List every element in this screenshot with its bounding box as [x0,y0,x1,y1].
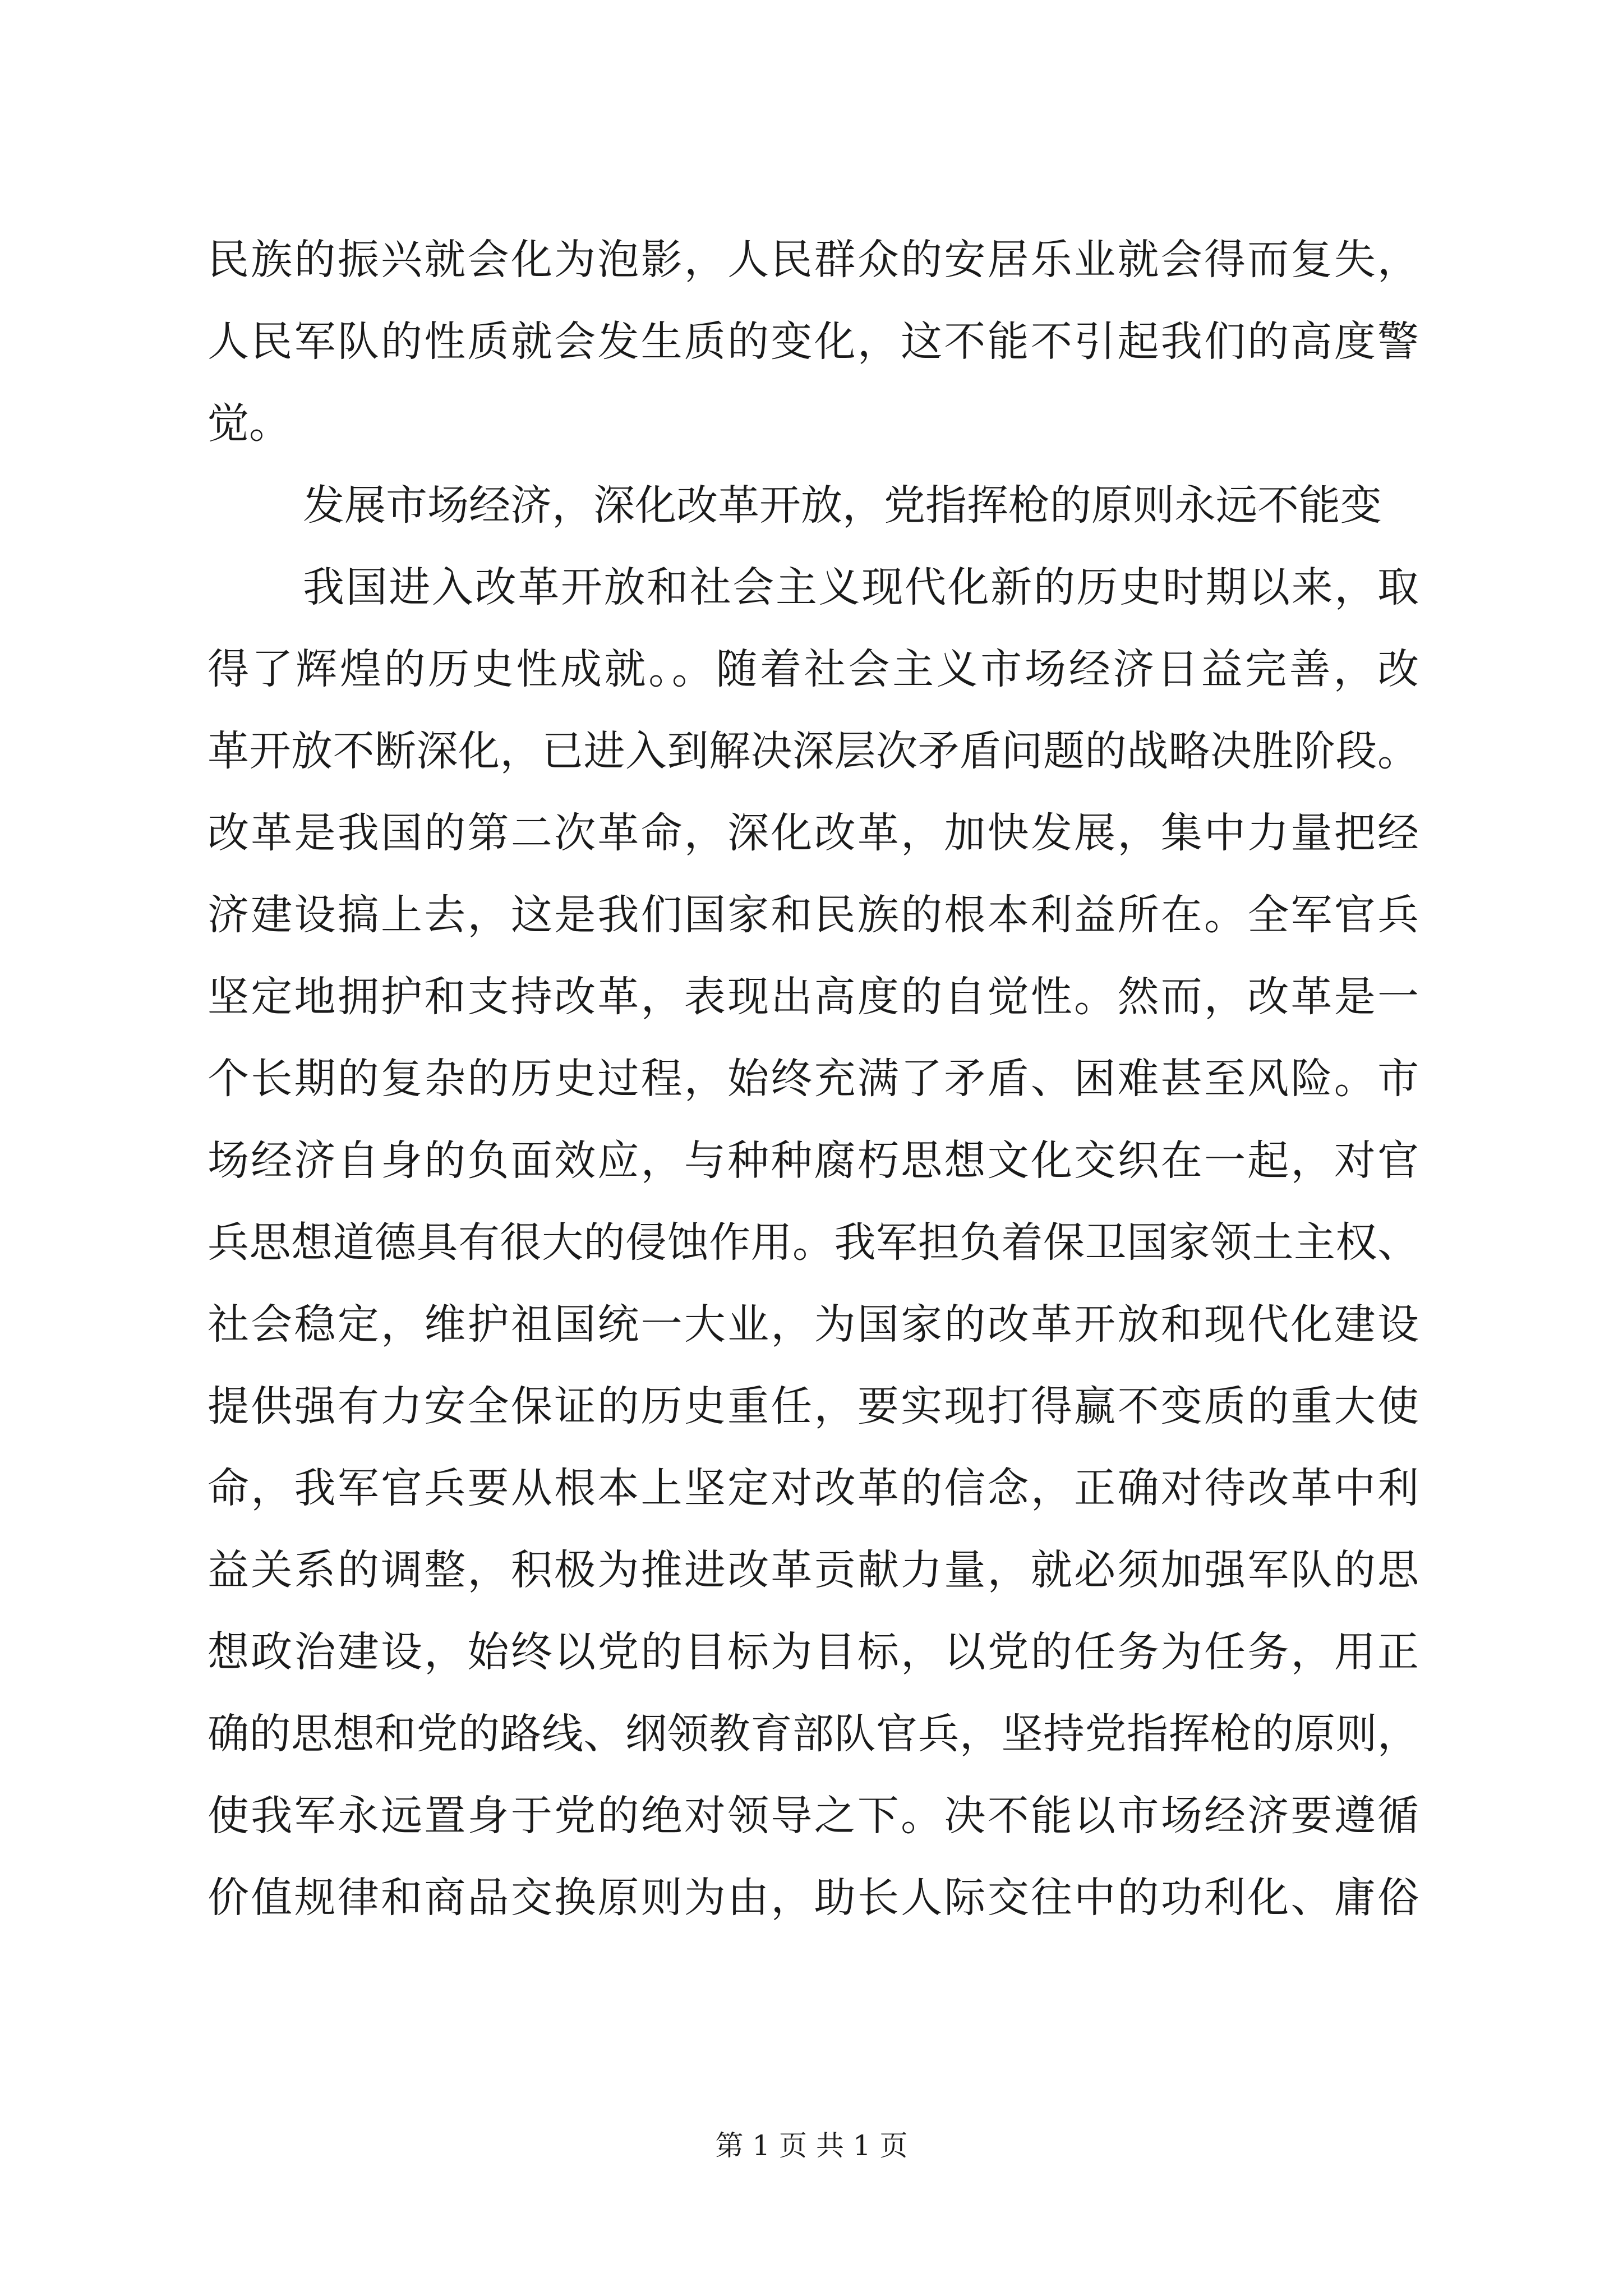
text-line-10: 坚定地拥护和支持改革，表现出高度的自觉性。然而，改革是一 [208,973,1419,1021]
text-line-13: 兵思想道德具有很大的侵蚀作用。我军担负着保卫国家领土主权、 [208,1218,1419,1267]
text-line-16: 命，我军官兵要从根本上坚定对改革的信念，正确对待改革中利 [208,1464,1419,1512]
text-line-14: 社会稳定，维护祖国统一大业，为国家的改革开放和现代化建设 [208,1300,1419,1349]
document-body [208,219,1419,1939]
text-line-6: 得了辉煌的历史性成就。。随着社会主义市场经济日益完善，改 [208,645,1419,693]
text-line-1: 民族的振兴就会化为泡影，人民群众的安居乐业就会得而复失， [208,236,1419,284]
page-footer [0,2126,1623,2165]
text-line-19: 确的思想和党的路线、纲领教育部队官兵，坚持党指挥枪的原则， [208,1710,1419,1758]
text-line-11: 个长期的复杂的历史过程，始终充满了矛盾、困难甚至风险。市 [208,1055,1419,1103]
text-line-12: 场经济自身的负面效应，与种种腐朽思想文化交织在一起，对官 [208,1137,1419,1185]
section-heading: 发展市场经济，深化改革开放，党指挥枪的原则永远不能变 [303,481,1382,530]
text-line-15: 提供强有力安全保证的历史重任，要实现打得赢不变质的重大使 [208,1382,1419,1430]
page-number: 第 1 页 共 1 页 [715,2129,908,2162]
text-line-17: 益关系的调整，积极为推进改革贡献力量，就必须加强军队的思 [208,1546,1419,1594]
text-line-7: 革开放不断深化，已进入到解决深层次矛盾问题的战略决胜阶段。 [208,727,1419,775]
text-line-3: 觉。 [208,399,291,448]
text-line-5: 我国进入改革开放和社会主义现代化新的历史时期以来，取 [303,563,1419,611]
text-line-20: 使我军永远置身于党的绝对领导之下。决不能以市场经济要遵循 [208,1792,1419,1840]
text-line-8: 改革是我国的第二次革命，深化改革，加快发展，集中力量把经 [208,809,1419,857]
text-line-21: 价值规律和商品交换原则为由，助长人际交往中的功利化、庸俗 [208,1874,1419,1922]
text-line-9: 济建设搞上去，这是我们国家和民族的根本利益所在。全军官兵 [208,891,1419,939]
text-line-2: 人民军队的性质就会发生质的变化，这不能不引起我们的高度警 [208,318,1419,366]
text-line-18: 想政治建设，始终以党的目标为目标，以党的任务为任务，用正 [208,1628,1419,1676]
